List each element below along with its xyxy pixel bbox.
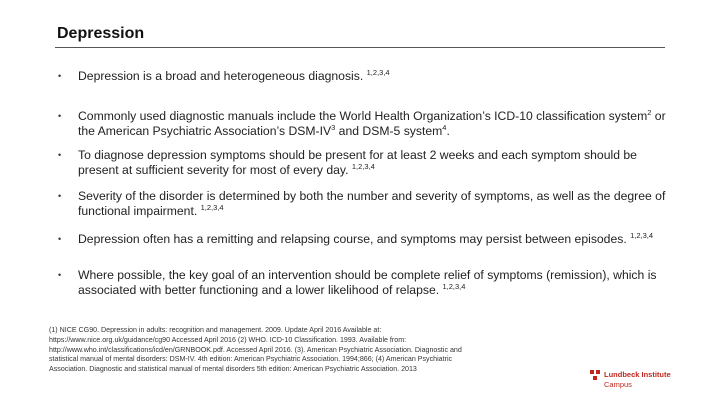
list-item xyxy=(58,232,668,247)
bullet-text: Severity of the disorder is determined by both the number and severity of symptoms, as well as the degree of functional impairment. $^{1,2,3,4}$ xyxy=(78,189,666,218)
bullet-marker: • xyxy=(58,111,62,121)
bullet-marker: • xyxy=(58,71,62,81)
bullet-marker: • xyxy=(58,270,62,280)
citation: 1,2,3,4 xyxy=(200,202,224,212)
logo-name: Lundbeck Institute xyxy=(604,370,671,379)
logo-subtitle: Campus xyxy=(604,380,632,389)
bullet-text: To diagnose depression symptoms should be present for at least 2 weeks and each symptom should be present at sufficient severity for most of every day. $^{1,2,3,4}$ xyxy=(78,148,637,177)
lundbeck-logo-icon xyxy=(590,370,601,381)
citation: 1,2,3,4 xyxy=(351,161,375,171)
citation: 1,2,3,4 xyxy=(366,67,390,77)
bullet-text: Depression is a broad and heterogeneous diagnosis. $^{1,2,3,4}$ xyxy=(78,67,390,83)
list-item xyxy=(58,268,668,297)
bullet-marker: • xyxy=(58,234,62,244)
lundbeck-logo xyxy=(590,369,680,395)
list-item xyxy=(58,109,668,138)
bullet-text: Depression often has a remitting and relapsing course, and symptoms may persist between episodes. $^{1,2,3,4}$ xyxy=(78,230,654,246)
bullet-marker: • xyxy=(58,150,62,160)
list-item xyxy=(58,189,668,218)
page-title: Depression xyxy=(57,25,145,42)
references: (1) NICE CG90. Depression in adults: recognition and management. 2009. Update April 2016 Available at: https://www.nice.org.uk/guidance/cg90 Accessed April 2016 (2) WHO. ICD-10 Classification. 1993. Available from: http://www.who.int/classifications/icd/en/GRNBOOK.pdf. Accessed April 2016. (3). American Psychiatric Association. Diagnostic and statistical manual of mental disorders: DSM-IV. 4th edition: American Psychiatric Association. 1994;866; (4) American Psychiatric Association. Diagnostic and statistical manual of mental disorders 5th edition: American Psychiatric Association. 2013 xyxy=(49,326,462,374)
list-item xyxy=(58,148,668,177)
list-item xyxy=(58,69,668,84)
citation: 4 xyxy=(442,122,447,132)
citation: 3 xyxy=(331,122,336,132)
citation: 1,2,3,4 xyxy=(442,281,466,291)
bullet-text: Commonly used diagnostic manuals include the World Health Organization’s ICD-10 classification system$^2$ or the American Psychiatric Association’s DSM-$IV^3$ and DSM-5 system$^4$. xyxy=(78,107,666,138)
citation: 1,2,3,4 xyxy=(630,230,654,240)
bullet-text: Where possible, the key goal of an intervention should be complete relief of symptoms (remission), which is associated with better functioning and a lower likelihood of relapse. $^{1,2,3,4}$ xyxy=(78,268,657,297)
citation: 2 xyxy=(647,107,652,117)
title-divider xyxy=(55,47,665,48)
bullet-marker: • xyxy=(58,191,62,201)
